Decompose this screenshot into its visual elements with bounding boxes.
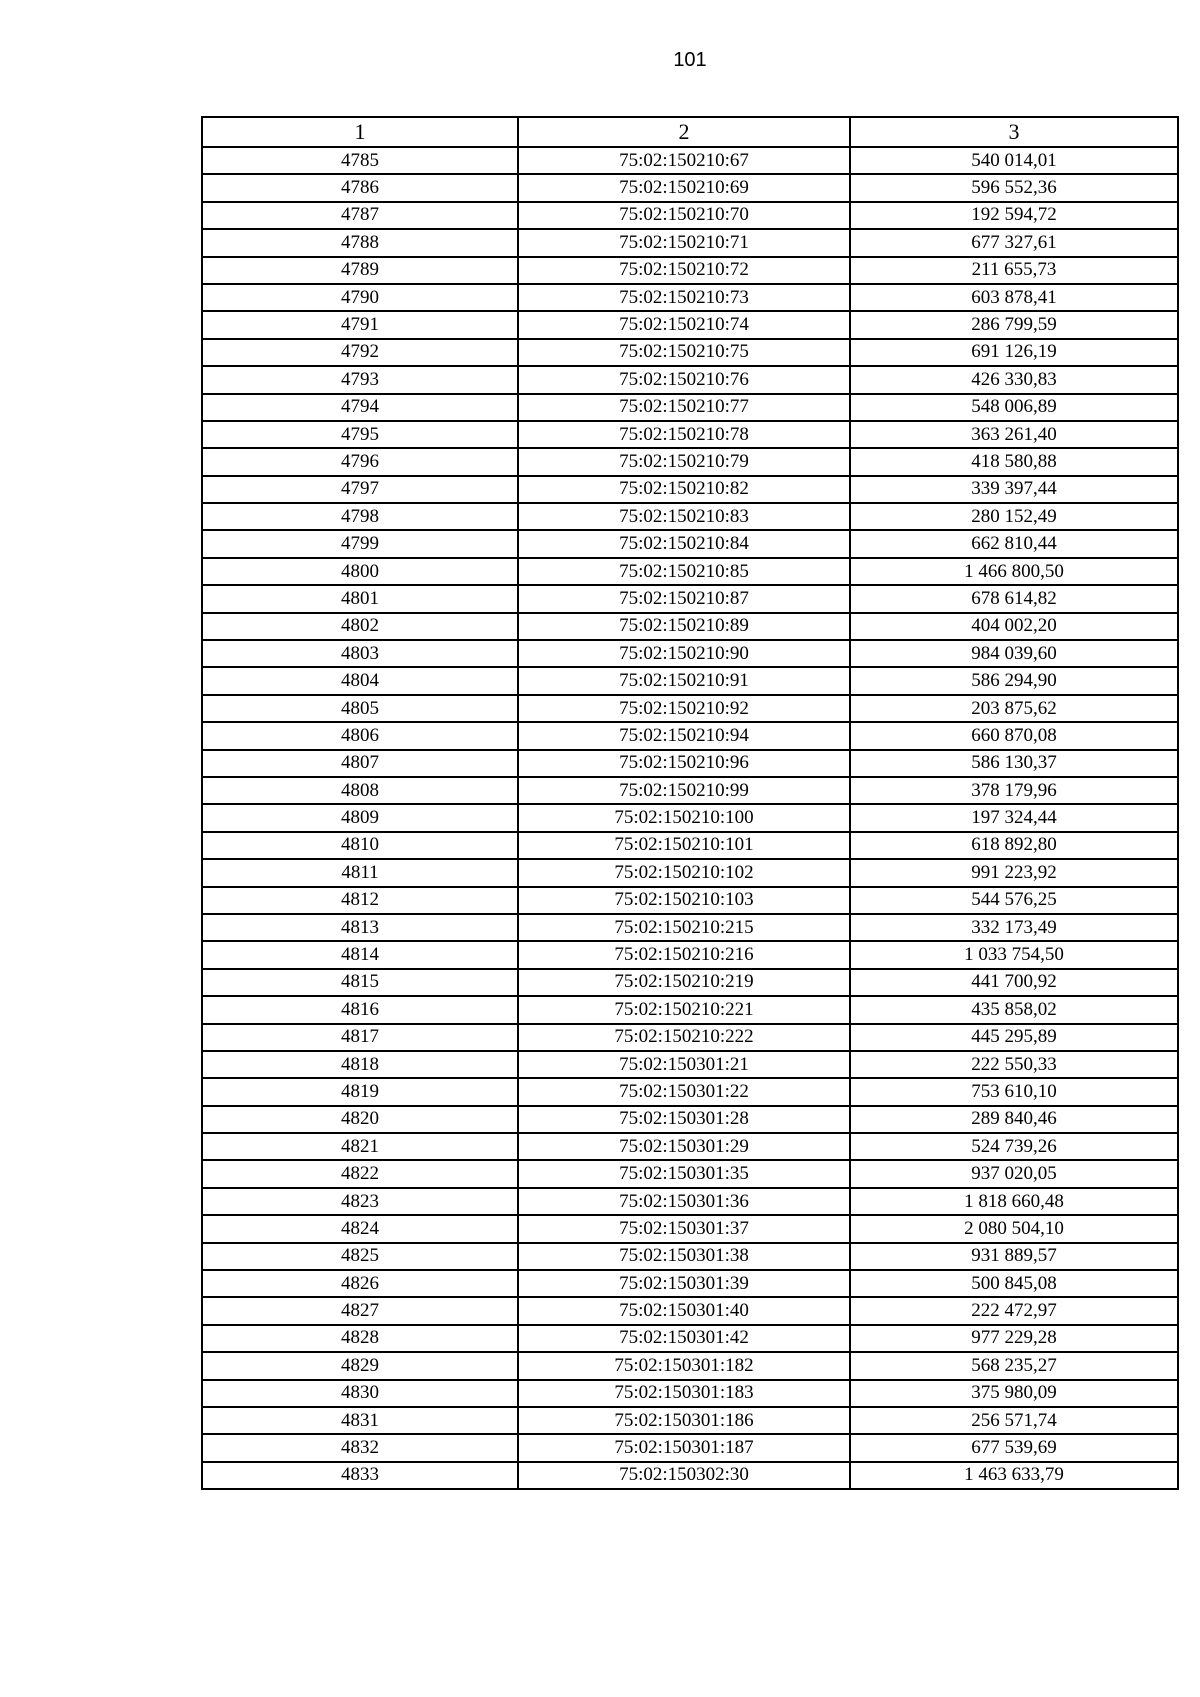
- table-row: [202, 147, 1178, 174]
- table-row: [202, 257, 1178, 284]
- table-row: [202, 996, 1178, 1023]
- table-row: [202, 1051, 1178, 1078]
- row-number-cell: 4818: [202, 1051, 518, 1078]
- table-row: [202, 284, 1178, 311]
- row-number-cell: 4832: [202, 1434, 518, 1461]
- table-row: [202, 1270, 1178, 1297]
- cadastral-number-cell: 75:02:150301:182: [518, 1352, 850, 1379]
- row-number-cell: 4793: [202, 366, 518, 393]
- value-cell: 2 080 504,10: [850, 1215, 1178, 1242]
- value-cell: 256 571,74: [850, 1407, 1178, 1434]
- table-row: [202, 832, 1178, 859]
- cadastral-number-cell: 75:02:150210:219: [518, 969, 850, 996]
- cadastral-number-cell: 75:02:150301:28: [518, 1106, 850, 1133]
- row-number-cell: 4831: [202, 1407, 518, 1434]
- row-number-cell: 4791: [202, 311, 518, 338]
- cadastral-number-cell: 75:02:150210:92: [518, 695, 850, 722]
- row-number-cell: 4809: [202, 804, 518, 831]
- cadastral-number-cell: 75:02:150210:103: [518, 887, 850, 914]
- cadastral-number-cell: 75:02:150301:38: [518, 1243, 850, 1270]
- data-table: [201, 116, 1179, 1490]
- table-row: [202, 1106, 1178, 1133]
- row-number-cell: 4786: [202, 174, 518, 201]
- value-cell: 662 810,44: [850, 530, 1178, 557]
- value-cell: 1 463 633,79: [850, 1462, 1178, 1489]
- row-number-cell: 4798: [202, 503, 518, 530]
- value-cell: 222 472,97: [850, 1297, 1178, 1324]
- table-row: [202, 1352, 1178, 1379]
- table-row: [202, 695, 1178, 722]
- cadastral-number-cell: 75:02:150301:35: [518, 1160, 850, 1187]
- cadastral-number-cell: 75:02:150210:73: [518, 284, 850, 311]
- table-row: [202, 750, 1178, 777]
- value-cell: 363 261,40: [850, 421, 1178, 448]
- page-number: 101: [673, 49, 707, 71]
- cadastral-number-cell: 75:02:150210:99: [518, 777, 850, 804]
- row-number-cell: 4799: [202, 530, 518, 557]
- row-number-cell: 4794: [202, 394, 518, 421]
- table-row: [202, 1078, 1178, 1105]
- row-number-cell: 4808: [202, 777, 518, 804]
- value-cell: 568 235,27: [850, 1352, 1178, 1379]
- value-cell: 289 840,46: [850, 1106, 1178, 1133]
- table-row: [202, 1407, 1178, 1434]
- table-row: [202, 1462, 1178, 1489]
- value-cell: 660 870,08: [850, 722, 1178, 749]
- cadastral-number-cell: 75:02:150210:94: [518, 722, 850, 749]
- header-row: [202, 117, 1178, 147]
- cadastral-number-cell: 75:02:150210:89: [518, 613, 850, 640]
- table-header: [202, 117, 1178, 147]
- value-cell: 375 980,09: [850, 1380, 1178, 1407]
- value-cell: 544 576,25: [850, 887, 1178, 914]
- cadastral-number-cell: 75:02:150210:77: [518, 394, 850, 421]
- value-cell: 211 655,73: [850, 257, 1178, 284]
- cadastral-number-cell: 75:02:150210:215: [518, 914, 850, 941]
- table-row: [202, 476, 1178, 503]
- cadastral-number-cell: 75:02:150301:21: [518, 1051, 850, 1078]
- table-row: [202, 558, 1178, 585]
- table-row: [202, 229, 1178, 256]
- value-cell: 192 594,72: [850, 202, 1178, 229]
- row-number-cell: 4807: [202, 750, 518, 777]
- value-cell: 332 173,49: [850, 914, 1178, 941]
- table-row: [202, 448, 1178, 475]
- value-cell: 1 033 754,50: [850, 941, 1178, 968]
- value-cell: 280 152,49: [850, 503, 1178, 530]
- row-number-cell: 4828: [202, 1325, 518, 1352]
- table-row: [202, 804, 1178, 831]
- row-number-cell: 4790: [202, 284, 518, 311]
- cadastral-number-cell: 75:02:150210:76: [518, 366, 850, 393]
- row-number-cell: 4816: [202, 996, 518, 1023]
- row-number-cell: 4817: [202, 1024, 518, 1051]
- row-number-cell: 4813: [202, 914, 518, 941]
- value-cell: 691 126,19: [850, 339, 1178, 366]
- table-row: [202, 914, 1178, 941]
- cadastral-number-cell: 75:02:150301:37: [518, 1215, 850, 1242]
- table-row: [202, 969, 1178, 996]
- cadastral-number-cell: 75:02:150210:79: [518, 448, 850, 475]
- cadastral-number-cell: 75:02:150210:83: [518, 503, 850, 530]
- row-number-cell: 4796: [202, 448, 518, 475]
- row-number-cell: 4787: [202, 202, 518, 229]
- value-cell: 678 614,82: [850, 585, 1178, 612]
- cadastral-number-cell: 75:02:150210:74: [518, 311, 850, 338]
- cadastral-number-cell: 75:02:150302:30: [518, 1462, 850, 1489]
- table-row: [202, 1188, 1178, 1215]
- value-cell: 286 799,59: [850, 311, 1178, 338]
- table-row: [202, 941, 1178, 968]
- value-cell: 404 002,20: [850, 613, 1178, 640]
- value-cell: 548 006,89: [850, 394, 1178, 421]
- value-cell: 753 610,10: [850, 1078, 1178, 1105]
- table-row: [202, 421, 1178, 448]
- value-cell: 500 845,08: [850, 1270, 1178, 1297]
- column-header-2: 2: [518, 117, 850, 147]
- row-number-cell: 4785: [202, 147, 518, 174]
- table-row: [202, 722, 1178, 749]
- cadastral-number-cell: 75:02:150210:67: [518, 147, 850, 174]
- row-number-cell: 4830: [202, 1380, 518, 1407]
- table-row: [202, 311, 1178, 338]
- value-cell: 1 466 800,50: [850, 558, 1178, 585]
- value-cell: 984 039,60: [850, 640, 1178, 667]
- value-cell: 378 179,96: [850, 777, 1178, 804]
- table-row: [202, 174, 1178, 201]
- table-row: [202, 1434, 1178, 1461]
- cadastral-number-cell: 75:02:150210:78: [518, 421, 850, 448]
- cadastral-number-cell: 75:02:150210:75: [518, 339, 850, 366]
- cadastral-number-cell: 75:02:150210:100: [518, 804, 850, 831]
- column-header-1: 1: [202, 117, 518, 147]
- row-number-cell: 4812: [202, 887, 518, 914]
- value-cell: 418 580,88: [850, 448, 1178, 475]
- row-number-cell: 4789: [202, 257, 518, 284]
- row-number-cell: 4795: [202, 421, 518, 448]
- cadastral-number-cell: 75:02:150210:90: [518, 640, 850, 667]
- row-number-cell: 4804: [202, 667, 518, 694]
- row-number-cell: 4824: [202, 1215, 518, 1242]
- row-number-cell: 4805: [202, 695, 518, 722]
- row-number-cell: 4811: [202, 859, 518, 886]
- table-row: [202, 585, 1178, 612]
- row-number-cell: 4800: [202, 558, 518, 585]
- value-cell: 931 889,57: [850, 1243, 1178, 1270]
- value-cell: 445 295,89: [850, 1024, 1178, 1051]
- value-cell: 426 330,83: [850, 366, 1178, 393]
- cadastral-number-cell: 75:02:150301:22: [518, 1078, 850, 1105]
- table-row: [202, 202, 1178, 229]
- cadastral-number-cell: 75:02:150210:82: [518, 476, 850, 503]
- value-cell: 603 878,41: [850, 284, 1178, 311]
- table-row: [202, 667, 1178, 694]
- cadastral-number-cell: 75:02:150210:84: [518, 530, 850, 557]
- value-cell: 524 739,26: [850, 1133, 1178, 1160]
- value-cell: 586 130,37: [850, 750, 1178, 777]
- table-row: [202, 1380, 1178, 1407]
- table-body: [202, 147, 1178, 1489]
- row-number-cell: 4833: [202, 1462, 518, 1489]
- table-row: [202, 1325, 1178, 1352]
- row-number-cell: 4814: [202, 941, 518, 968]
- row-number-cell: 4826: [202, 1270, 518, 1297]
- cadastral-number-cell: 75:02:150301:39: [518, 1270, 850, 1297]
- table-row: [202, 777, 1178, 804]
- cadastral-number-cell: 75:02:150301:187: [518, 1434, 850, 1461]
- row-number-cell: 4806: [202, 722, 518, 749]
- cadastral-number-cell: 75:02:150210:87: [518, 585, 850, 612]
- row-number-cell: 4819: [202, 1078, 518, 1105]
- cadastral-number-cell: 75:02:150210:91: [518, 667, 850, 694]
- row-number-cell: 4820: [202, 1106, 518, 1133]
- table-row: [202, 1215, 1178, 1242]
- value-cell: 677 327,61: [850, 229, 1178, 256]
- table-row: [202, 1243, 1178, 1270]
- row-number-cell: 4823: [202, 1188, 518, 1215]
- cadastral-number-cell: 75:02:150210:222: [518, 1024, 850, 1051]
- cadastral-number-cell: 75:02:150210:70: [518, 202, 850, 229]
- table-row: [202, 640, 1178, 667]
- cadastral-number-cell: 75:02:150210:85: [518, 558, 850, 585]
- cadastral-number-cell: 75:02:150301:36: [518, 1188, 850, 1215]
- cadastral-number-cell: 75:02:150210:71: [518, 229, 850, 256]
- value-cell: 618 892,80: [850, 832, 1178, 859]
- value-cell: 596 552,36: [850, 174, 1178, 201]
- cadastral-number-cell: 75:02:150210:221: [518, 996, 850, 1023]
- cadastral-number-cell: 75:02:150210:216: [518, 941, 850, 968]
- value-cell: 977 229,28: [850, 1325, 1178, 1352]
- value-cell: 540 014,01: [850, 147, 1178, 174]
- row-number-cell: 4821: [202, 1133, 518, 1160]
- table-row: [202, 530, 1178, 557]
- value-cell: 435 858,02: [850, 996, 1178, 1023]
- row-number-cell: 4815: [202, 969, 518, 996]
- row-number-cell: 4810: [202, 832, 518, 859]
- row-number-cell: 4829: [202, 1352, 518, 1379]
- table-row: [202, 503, 1178, 530]
- table-row: [202, 1024, 1178, 1051]
- value-cell: 441 700,92: [850, 969, 1178, 996]
- cadastral-number-cell: 75:02:150301:42: [518, 1325, 850, 1352]
- value-cell: 586 294,90: [850, 667, 1178, 694]
- value-cell: 937 020,05: [850, 1160, 1178, 1187]
- table-row: [202, 1133, 1178, 1160]
- value-cell: 339 397,44: [850, 476, 1178, 503]
- table-row: [202, 1297, 1178, 1324]
- row-number-cell: 4825: [202, 1243, 518, 1270]
- row-number-cell: 4788: [202, 229, 518, 256]
- row-number-cell: 4803: [202, 640, 518, 667]
- row-number-cell: 4802: [202, 613, 518, 640]
- cadastral-number-cell: 75:02:150210:101: [518, 832, 850, 859]
- row-number-cell: 4792: [202, 339, 518, 366]
- cadastral-number-cell: 75:02:150301:186: [518, 1407, 850, 1434]
- cadastral-number-cell: 75:02:150210:102: [518, 859, 850, 886]
- table-row: [202, 887, 1178, 914]
- cadastral-number-cell: 75:02:150301:183: [518, 1380, 850, 1407]
- table-row: [202, 339, 1178, 366]
- value-cell: 222 550,33: [850, 1051, 1178, 1078]
- row-number-cell: 4827: [202, 1297, 518, 1324]
- cadastral-number-cell: 75:02:150210:72: [518, 257, 850, 284]
- row-number-cell: 4797: [202, 476, 518, 503]
- value-cell: 677 539,69: [850, 1434, 1178, 1461]
- value-cell: 197 324,44: [850, 804, 1178, 831]
- value-cell: 1 818 660,48: [850, 1188, 1178, 1215]
- value-cell: 991 223,92: [850, 859, 1178, 886]
- cadastral-number-cell: 75:02:150210:69: [518, 174, 850, 201]
- cadastral-number-cell: 75:02:150301:40: [518, 1297, 850, 1324]
- table-row: [202, 366, 1178, 393]
- table-row: [202, 1160, 1178, 1187]
- column-header-3: 3: [850, 117, 1178, 147]
- cadastral-number-cell: 75:02:150301:29: [518, 1133, 850, 1160]
- cadastral-number-cell: 75:02:150210:96: [518, 750, 850, 777]
- table-row: [202, 859, 1178, 886]
- row-number-cell: 4822: [202, 1160, 518, 1187]
- table-row: [202, 394, 1178, 421]
- table-row: [202, 613, 1178, 640]
- value-cell: 203 875,62: [850, 695, 1178, 722]
- row-number-cell: 4801: [202, 585, 518, 612]
